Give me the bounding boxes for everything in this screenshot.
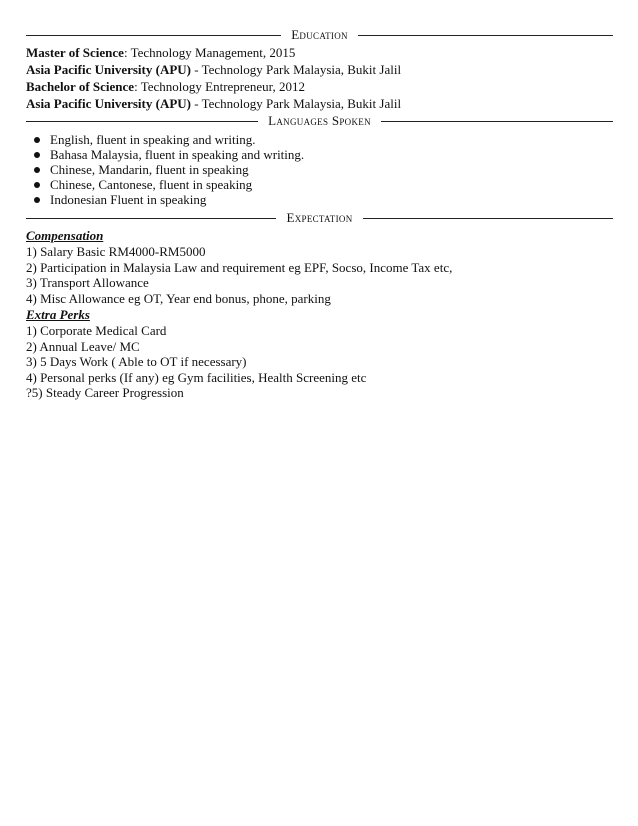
degree-line xyxy=(26,78,613,95)
list-item xyxy=(26,132,613,147)
header-rule-right xyxy=(358,35,613,36)
list-item xyxy=(26,177,613,192)
header-rule-right xyxy=(381,121,613,122)
bullet-icon xyxy=(34,152,40,158)
list-item: ?5) Steady Career Progression xyxy=(26,385,184,400)
perks-list xyxy=(26,323,613,401)
bullet-icon xyxy=(34,197,40,203)
school-name: Asia Pacific University (APU) xyxy=(26,96,191,111)
header-rule-left xyxy=(26,35,281,36)
school-line xyxy=(26,61,613,78)
school-location: - Technology Park Malaysia, Bukit Jalil xyxy=(191,96,402,111)
list-item: 4) Personal perks (If any) eg Gym facilities, Health Screening etc xyxy=(26,369,367,385)
languages-header xyxy=(26,112,613,130)
expectation-header xyxy=(26,209,613,227)
expectation-title: Expectation xyxy=(286,210,353,225)
header-rule-left xyxy=(26,218,276,219)
school-name: Asia Pacific University (APU) xyxy=(26,62,191,77)
degree-name: Master of Science xyxy=(26,45,124,60)
list-item xyxy=(26,192,613,207)
education-entry-bachelor xyxy=(26,78,613,112)
degree-detail: : Technology Management, 2015 xyxy=(123,45,296,60)
school-location: - Technology Park Malaysia, Bukit Jalil xyxy=(191,62,402,77)
language-text: English, fluent in speaking and writing. xyxy=(50,132,256,147)
language-text: Chinese, Cantonese, fluent in speaking xyxy=(50,177,253,192)
list-item: 3) Transport Allowance xyxy=(26,275,149,290)
list-item: 2) Participation in Malaysia Law and requirement eg EPF, Socso, Income Tax etc, xyxy=(26,259,453,275)
school-line xyxy=(26,95,613,112)
language-text: Indonesian Fluent in speaking xyxy=(50,192,207,207)
bullet-icon xyxy=(34,182,40,188)
list-item: 3) 5 Days Work ( Able to OT if necessary) xyxy=(26,354,247,369)
language-text: Chinese, Mandarin, fluent in speaking xyxy=(50,162,249,177)
list-item xyxy=(26,147,613,162)
bullet-icon xyxy=(34,137,40,143)
education-entry-master xyxy=(26,44,613,78)
degree-line xyxy=(26,44,613,61)
list-item: 2) Annual Leave/ MC xyxy=(26,338,140,354)
degree-detail: : Technology Entrepreneur, 2012 xyxy=(134,79,305,94)
language-text: Bahasa Malaysia, fluent in speaking and writing. xyxy=(50,147,305,162)
list-item xyxy=(26,162,613,177)
compensation-title: Compensation xyxy=(26,228,104,243)
list-item: 4) Misc Allowance eg OT, Year end bonus, phone, parking xyxy=(26,290,331,306)
education-title: Education xyxy=(291,27,348,42)
list-item: 1) Salary Basic RM4000-RM5000 xyxy=(26,244,206,259)
education-header xyxy=(26,26,613,44)
header-rule-right xyxy=(363,218,613,219)
bullet-icon xyxy=(34,167,40,173)
languages-list xyxy=(26,132,613,207)
list-item: 1) Corporate Medical Card xyxy=(26,323,167,338)
degree-name: Bachelor of Science xyxy=(26,79,135,94)
extra-perks-title: Extra Perks xyxy=(26,307,90,322)
languages-title: Languages Spoken xyxy=(268,113,371,128)
resume-page xyxy=(26,26,613,401)
header-rule-left xyxy=(26,121,258,122)
compensation-list xyxy=(26,244,613,306)
